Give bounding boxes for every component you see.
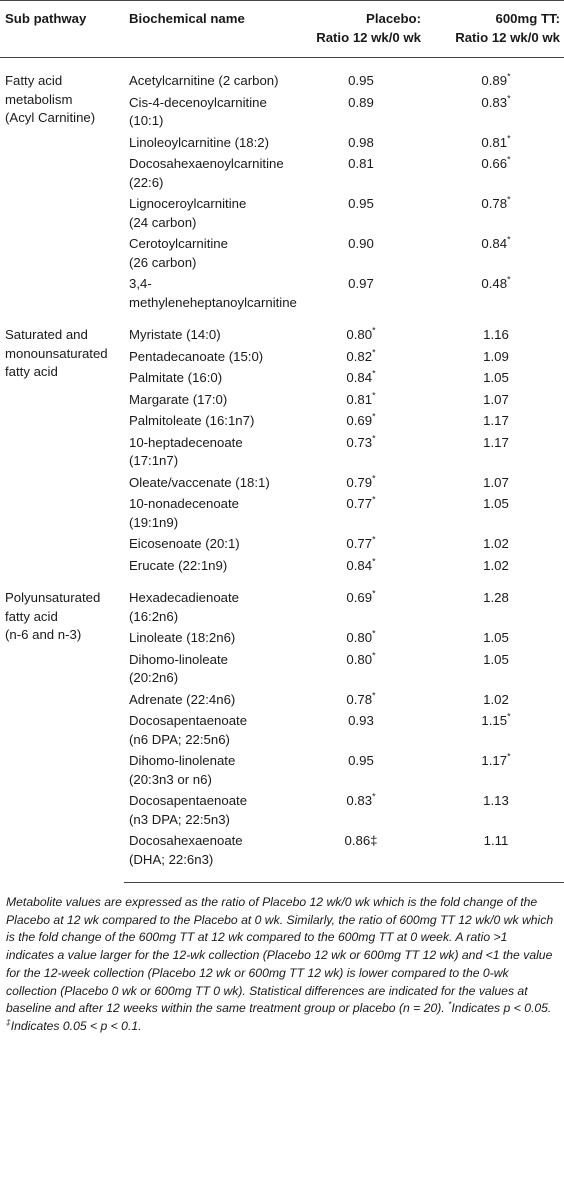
placebo-ratio-value: 0.80 [346,327,373,342]
biochemical-name-cell [124,152,294,192]
biochemical-name-cell [124,131,294,153]
placebo-ratio-cell [294,58,427,91]
biochemical-name-cell [124,345,294,367]
tt-ratio-cell [427,131,564,153]
tt-ratio-cell [427,272,564,312]
biochemical-name-line: (10:1) [129,113,164,128]
placebo-ratio-cell [294,91,427,131]
biochemical-name-cell [124,409,294,431]
placebo-ratio-value: 0.69 [346,413,373,428]
biochemical-name-line: 10-nonadecenoate [129,496,239,511]
placebo-ratio-cell [294,648,427,688]
tt-ratio-cell [427,345,564,367]
tt-ratio-value: 0.84 [481,236,508,251]
placebo-ratio-value: 0.95 [348,196,374,211]
biochemical-name-cell [124,366,294,388]
sub-pathway-line: monounsaturated [5,345,108,361]
placebo-ratio-value: 0.80 [346,630,373,645]
tt-ratio-cell [427,58,564,91]
tt-ratio-value: 0.89 [481,73,508,88]
biochemical-name-line: Dihomo-linolenate [129,753,236,768]
significance-mark: * [507,93,511,104]
biochemical-name-line: Linoleoylcarnitine (18:2) [129,134,270,150]
biochemical-name-line: Lignoceroylcarnitine [129,196,247,211]
biochemical-name-line: (26 carbon) [129,254,197,270]
placebo-ratio-value: 0.98 [348,134,374,150]
biochemical-name-line: (19:1n9) [129,514,179,530]
tt-ratio-cell [427,648,564,688]
sub-pathway-line: metabolism [5,91,73,107]
tt-ratio-value: 0.81 [481,134,508,150]
table-header [0,1,564,58]
biochemical-name-cell [124,272,297,312]
placebo-ratio-cell [294,626,427,648]
placebo-ratio-value: 0.93 [348,713,374,728]
placebo-ratio-value: 0.80 [346,651,373,667]
biochemical-name-line: Erucate (22:1n9) [129,557,228,573]
significance-mark: * [372,473,376,484]
footnote-star-text: Indicates p < 0.05. [451,1001,552,1016]
sub-pathway-line: fatty acid [5,608,58,624]
table-body [0,58,564,883]
biochemical-name-cell [124,232,294,272]
placebo-ratio-cell [294,345,427,367]
placebo-ratio-cell [294,431,427,471]
biochemical-name-line: Docosapentaenoate [129,713,248,728]
footnote-dagger-text: Indicates 0.05 < p < 0.1. [10,1018,142,1033]
tt-ratio-cell [427,409,564,431]
significance-mark: * [372,588,376,599]
sub-pathway-cell [0,575,124,883]
significance-mark: * [372,494,376,505]
placebo-ratio-value: 0.90 [348,236,374,251]
sub-pathway-line: Fatty acid [5,73,63,88]
tt-ratio-cell [427,829,564,883]
tt-ratio-cell [427,232,564,272]
tt-ratio-cell [427,366,564,388]
significance-mark: * [372,650,376,661]
header-tt-ratio: 600mg TT: Ratio 12 wk/0 wk [427,1,564,58]
tt-ratio-value: 1.13 [483,793,509,808]
placebo-ratio-cell [294,131,427,153]
placebo-ratio-value: 0.81 [348,156,374,171]
tt-ratio-cell [427,492,564,532]
placebo-ratio-cell [294,492,427,532]
biochemical-name-cell [124,431,294,471]
tt-ratio-value: 1.11 [483,833,509,848]
tt-ratio-cell [427,388,564,410]
placebo-ratio-value: 0.77 [346,536,373,551]
placebo-ratio-cell [294,232,427,272]
placebo-ratio-cell [294,152,427,192]
biochemical-name-cell [124,91,294,131]
biochemical-name-line: Docosahexaenoate [129,833,243,848]
placebo-ratio-cell [294,388,427,410]
biochemical-name-cell [124,388,294,410]
header-sub-pathway: Sub pathway [0,1,124,58]
tt-ratio-value: 1.02 [483,691,509,707]
significance-mark: * [507,133,511,144]
biochemical-name-line: Acetylcarnitine (2 carbon) [129,73,279,88]
tt-ratio-value: 1.09 [483,348,509,364]
biochemical-name-line: Eicosenoate (20:1) [129,536,240,551]
tt-ratio-value: 1.05 [483,651,509,667]
biochemical-name-cell [124,648,294,688]
biochemical-name-cell [124,749,294,789]
tt-ratio-value: 1.02 [483,536,509,551]
placebo-ratio-value: 0.83 [346,793,373,808]
tt-ratio-value: 1.07 [483,391,509,407]
biochemical-name-cell [124,492,294,532]
tt-ratio-value: 1.02 [483,557,509,573]
biochemical-name-line: (17:1n7) [129,453,179,468]
table-row [0,575,564,626]
tt-ratio-cell [427,789,564,829]
biochemical-name-line: Palmitate (16:0) [129,370,223,385]
significance-mark: * [372,534,376,545]
biochemical-name-line: Linoleate (18:2n6) [129,630,236,645]
tt-ratio-value: 0.66 [481,156,508,171]
biochemical-name-line: Cerotoylcarnitine [129,236,228,251]
tt-ratio-value: 0.48 [481,276,508,291]
biochemical-name-line: (20:3n3 or n6) [129,771,212,787]
biochemical-name-line: Palmitoleate (16:1n7) [129,413,255,428]
biochemical-name-line: (16:2n6) [129,608,179,624]
sub-pathway-line: fatty acid [5,364,58,379]
tt-ratio-cell [427,749,564,789]
biochemical-name-line: (20:2n6) [129,670,179,685]
biochemical-name-cell [124,626,294,648]
biochemical-name-cell [124,829,294,883]
table-footnote [0,883,564,1036]
tt-ratio-cell [427,431,564,471]
placebo-ratio-value: 0.95 [348,753,374,768]
placebo-ratio-cell [294,554,427,576]
biochemical-name-cell [124,688,294,710]
tt-ratio-cell [427,626,564,648]
tt-ratio-value: 1.15 [481,713,508,728]
sub-pathway-line: (Acyl Carnitine) [5,110,96,125]
biochemical-name-line: Hexadecadienoate [129,590,239,605]
placebo-ratio-cell [294,688,427,710]
biochemical-name-line: (22:6) [129,174,164,190]
tt-ratio-cell [427,554,564,576]
significance-mark: * [372,390,376,401]
footnote-main-text: Metabolite values are expressed as the ratio of Placebo 12 wk/0 wk which is the fold change of the Placebo at 12 wk compared to the Placebo at 0 wk. Similarly, the ratio of 600mg TT 12 wk/0 wk which is the fold change of the 600mg TT at 12 wk compared to the 600mg TT at 0 week. A ratio >1 indicates a value larger for the 12-wk collection (Placebo 12 wk or 600mg TT 12 wk) and <1 the value for the 12-week collection (Placebo 12 wk or 600mg TT 12 wk) is lower compared to the 0-wk collection (Placebo 0 wk or 600mg TT 0 wk). Statistical differences are indicated for the values at baseline and after 12 weeks within the same treatment group or placebo (n = 20). [6,895,554,1016]
placebo-ratio-cell [294,749,427,789]
header-biochemical-name: Biochemical name [124,1,294,58]
placebo-ratio-cell [294,789,427,829]
significance-mark: * [507,274,511,285]
biochemical-name-line: Cis-4-decenoylcarnitine [129,94,267,110]
significance-mark: * [372,690,376,701]
placebo-ratio-value: 0.89 [348,94,374,110]
biochemical-name-line: Dihomo-linoleate [129,651,228,667]
tt-ratio-cell [427,709,564,749]
tt-ratio-value: 0.78 [481,196,508,211]
biochemical-name-line: Myristate (14:0) [129,327,221,342]
significance-mark: * [507,194,511,205]
tt-ratio-cell [427,532,564,554]
placebo-ratio-value: 0.95 [348,73,374,88]
biochemical-name-cell [124,709,294,749]
header-placebo-ratio: Placebo: Ratio 12 wk/0 wk [294,1,427,58]
significance-mark: * [507,154,511,165]
significance-mark: * [372,628,376,639]
tt-ratio-cell [427,192,564,232]
tt-ratio-cell [427,575,564,626]
biochemical-name-cell [124,575,294,626]
significance-mark: * [507,751,511,762]
sub-pathway-cell [0,312,124,575]
tt-ratio-value: 1.17 [481,753,508,768]
placebo-ratio-value: 0.97 [348,276,374,291]
significance-mark: ‡ [370,833,378,848]
placebo-ratio-value: 0.79 [346,474,373,490]
placebo-ratio-cell [294,312,427,345]
significance-mark: * [372,411,376,422]
placebo-ratio-cell [294,532,427,554]
footnote-dagger-mark: ‡ [6,1016,11,1027]
biochemical-name-line: methyleneheptanoylcarnitine [129,294,297,310]
biochemical-name-line: Margarate (17:0) [129,391,228,407]
table-row [0,58,564,91]
biochemical-name-line: (n6 DPA; 22:5n6) [129,731,230,747]
significance-mark: * [372,556,376,567]
placebo-ratio-value: 0.84 [346,557,373,573]
placebo-ratio-cell [294,829,427,883]
biochemical-name-line: 3,4- [129,276,152,291]
biochemical-name-line: (24 carbon) [129,214,197,230]
significance-mark: * [507,234,511,245]
biochemical-name-line: Docosahexaenoylcarnitine [129,156,284,171]
biochemical-name-cell [124,789,294,829]
biochemical-name-cell [124,554,294,576]
table-row [0,312,564,345]
placebo-ratio-value: 0.69 [346,590,373,605]
sub-pathway-cell [0,58,124,313]
significance-mark: * [372,791,376,802]
biochemical-name-line: 10-heptadecenoate [129,434,243,450]
tt-ratio-value: 0.83 [481,94,508,110]
placebo-ratio-value: 0.81 [346,391,373,407]
biochemical-name-cell [124,192,294,232]
tt-ratio-value: 1.05 [483,370,509,385]
tt-ratio-cell [427,471,564,493]
tt-ratio-value: 1.16 [483,327,509,342]
biochemical-name-line: Pentadecanoate (15:0) [129,348,264,364]
tt-ratio-value: 1.07 [483,474,509,490]
placebo-ratio-value: 0.86 [344,833,371,848]
placebo-ratio-cell [294,409,427,431]
significance-mark: * [507,711,511,722]
biochemical-name-line: (DHA; 22:6n3) [129,851,214,867]
tt-ratio-value: 1.17 [483,413,509,428]
tt-ratio-value: 1.05 [483,630,509,645]
placebo-ratio-cell [294,192,427,232]
placebo-ratio-value: 0.84 [346,370,373,385]
tt-ratio-value: 1.28 [483,590,509,605]
tt-ratio-value: 1.05 [483,496,509,511]
sub-pathway-line: Polyunsaturated [5,590,101,605]
placebo-ratio-value: 0.73 [346,434,373,450]
tt-ratio-cell [427,91,564,131]
biochemical-name-line: Adrenate (22:4n6) [129,691,236,707]
significance-mark: * [372,433,376,444]
significance-mark: * [372,347,376,358]
placebo-ratio-cell [294,272,427,312]
placebo-ratio-value: 0.82 [346,348,373,364]
placebo-ratio-cell [294,366,427,388]
significance-mark: * [372,368,376,379]
biochemical-name-line: Docosapentaenoate [129,793,248,808]
biochemical-name-cell [124,58,294,91]
biochemical-name-line: (n3 DPA; 22:5n3) [129,811,230,827]
tt-ratio-cell [427,688,564,710]
placebo-ratio-value: 0.77 [346,496,373,511]
tt-ratio-cell [427,152,564,192]
placebo-ratio-cell [294,709,427,749]
placebo-ratio-cell [294,575,427,626]
significance-mark: * [372,325,376,336]
biochemical-name-line: Oleate/vaccenate (18:1) [129,474,270,490]
biochemical-name-cell [124,471,294,493]
placebo-ratio-value: 0.78 [346,691,373,707]
sub-pathway-line: Saturated and [5,327,88,342]
biochemical-name-cell [124,532,294,554]
footnote-star-mark: * [448,999,452,1010]
tt-ratio-cell [427,312,564,345]
biochemical-name-cell [124,312,294,345]
sub-pathway-line: (n-6 and n-3) [5,627,82,642]
placebo-ratio-cell [294,471,427,493]
tt-ratio-value: 1.17 [483,434,509,450]
significance-mark: * [507,71,511,82]
